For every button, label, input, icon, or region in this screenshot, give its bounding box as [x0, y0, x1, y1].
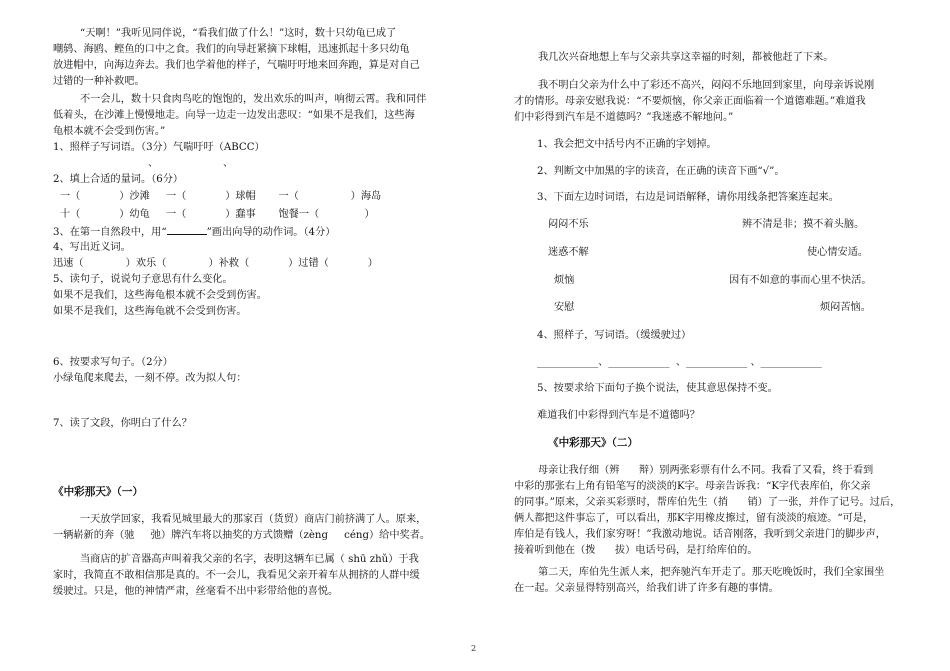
question-2: 2、判断文中加黑的字的读音，在正确的读音下画“√”。 [537, 166, 785, 177]
passage-line: 家时，我简直不敢相信那是真的。不一会儿，我看见父亲开着车从拥挤的人群中缓 [53, 570, 420, 581]
passage-line: 缓驶过。只是，他的神情严肃，丝毫看不出中彩带给他的喜悦。 [53, 586, 339, 597]
question-2-row: 一（ ）沙滩 一（ ）球帽 一（ ）海岛 [60, 191, 382, 202]
sentence: 小绿龟爬来爬去，一刻不停。改为拟人句： [53, 373, 247, 384]
passage-line: 母亲让我仔细（辨 辩）别两张彩票有什么不同。我看了又看，终于看到 [538, 465, 874, 476]
passage-line: 不一会儿，数十只食肉鸟吃的饱饱的，发出欢乐的叫声，响彻云霄。我和同伴 [80, 94, 427, 105]
passage-line: 我不明白父亲为什么中了彩还不高兴，闷闷不乐地回到家里，向母亲诉说刚 [538, 80, 875, 91]
question-3 [53, 225, 335, 239]
passage-line: 俩人都把这件事忘了，可以看出，那K字用橡皮擦过，留有淡淡的痕迹。“可是， [514, 513, 874, 524]
passage-line: 第二天，库伯先生派人来，把奔驰汽车开走了。那天吃晚饭时，我们全家围坐 [538, 567, 885, 578]
question-5: 5、读句子，说说句子意思有什么变化。 [53, 274, 233, 285]
match-term: 烦恼 [554, 275, 575, 286]
match-definition: 烦闷苦恼。 [820, 302, 871, 313]
passage-line: 一辆崭新的奔（驰 弛）牌汽车将以抽奖的方式馈赠（zèng céng）给中奖者。 [53, 530, 431, 541]
match-term: 闷闷不乐 [548, 219, 589, 230]
match-definition: 辨不清是非；摸不着头脑。 [742, 219, 865, 230]
underline-mark [167, 225, 207, 235]
question-4: 4、写出近义词。 [53, 242, 131, 253]
passage-line: 才的情形。母亲安慰我说：“不要烦恼，你父亲正面临着一个道德难题。”难道我 [514, 96, 866, 107]
passage-line: 接着听到他在（拨 拔）电话号码，是打给库伯的。 [514, 545, 758, 556]
question-4: 4、照样子，写词语。（缓缓驶过） [537, 330, 692, 341]
passage-line: 中彩的那张右上角有铅笔写的淡淡的K字。母亲告诉我：“K字代表库伯，你父亲 [514, 481, 871, 492]
sentence: 难道我们中彩得到汽车是不道德吗？ [537, 410, 700, 421]
question-7: 7、读了文段，你明白了什么？ [53, 418, 192, 429]
passage-line: 龟根本就不会受到伤害。” [53, 126, 166, 137]
section-title: 《中彩那天》（一） [53, 486, 144, 498]
question-3: 3、下面左边时词语，右边是词语解释，请你用线条把答案连起来。 [537, 192, 839, 203]
section-title: 《中彩那天》（二） [548, 437, 639, 449]
passage-line: 当商店的扩音器高声叫着我父亲的名字，表明这辆车已属（ shū zhǔ）于我 [80, 554, 419, 565]
passage-line: 我几次兴奋地想上车与父亲共享这幸福的时刻，都被他赶了下来。 [538, 52, 834, 63]
answer-separators: 、 、 [148, 158, 234, 169]
question-3-text: 3、在第一自然段中，用“ [53, 227, 167, 238]
question-2: 2、填上合适的量词。（6分） [53, 174, 184, 185]
answer-blanks: ____________、____________ 、____________ 、____________ [537, 357, 822, 368]
passage-line: 放进帽中，向海边奔去。我们也学着他的样子，气喘吁吁地来回奔跑，算是对自己 [53, 60, 420, 71]
sentence: 如果不是我们，这些海龟根本就不会受到伤害。 [53, 290, 267, 301]
match-term: 安慰 [554, 302, 575, 313]
passage-line: 库伯是有钱人，我们家穷呀！”我激动地说。话音刚落，我听到父亲进门的脚步声， [514, 529, 886, 540]
passage-line: 一天放学回家，我看见城里最大的那家百（货贸）商店门前挤满了人。原来， [80, 514, 427, 525]
question-3-text: ”画出向导的动作词。（4分） [206, 227, 336, 238]
match-definition: 使心情安适。 [807, 247, 869, 258]
question-1: 1、照样子写词语。（3分）气喘吁吁（ABCC） [53, 142, 265, 153]
match-term: 迷惑不解 [548, 247, 589, 258]
page-number: 2 [471, 644, 477, 653]
passage-line: 低着头，在沙滩上慢慢地走。向导一边走一边发出悲叹：“如果不是我们，这些海 [53, 110, 415, 121]
question-4-row: 迅速（ ）欢乐（ ）补救（ ）过错（ ） [53, 258, 378, 269]
passage-line: 们中彩得到汽车是不道德吗？”我迷惑不解地问。” [514, 112, 734, 123]
question-1: 1、我会把文中括号内不正确的字划掉。 [537, 139, 717, 150]
passage-line: 的同事。”原来，父亲买彩票时，帮库伯先生（捎 销）了一张，并作了记号。过后， [514, 497, 901, 508]
passage-line: “天啊！”我听见同伴说，“看我们做了什么！”这时，数十只幼龟已成了 [80, 28, 397, 39]
passage-line: 在一起。父亲显得特别高兴，给我们讲了许多有趣的事情。 [514, 583, 779, 594]
question-6: 6、按要求写句子。（2分） [53, 357, 173, 368]
question-2-row: 十（ ）幼龟 一（ ）蠢事 饱餐一（ ） [60, 209, 375, 220]
passage-line: 过错的一种补救吧。 [53, 76, 145, 87]
question-5: 5、按要求给下面句子换个说法，使其意思保持不变。 [537, 383, 778, 394]
sentence: 如果不是我们，这些海龟就不会受到伤害。 [53, 306, 247, 317]
passage-line: 嘲鸫、海鸥、鲣鱼的口中之食。我们的向导赶紧摘下球帽，迅速抓起十多只幼龟 [53, 44, 410, 55]
match-definition: 因有不如意的事而心里不快活。 [729, 275, 872, 286]
